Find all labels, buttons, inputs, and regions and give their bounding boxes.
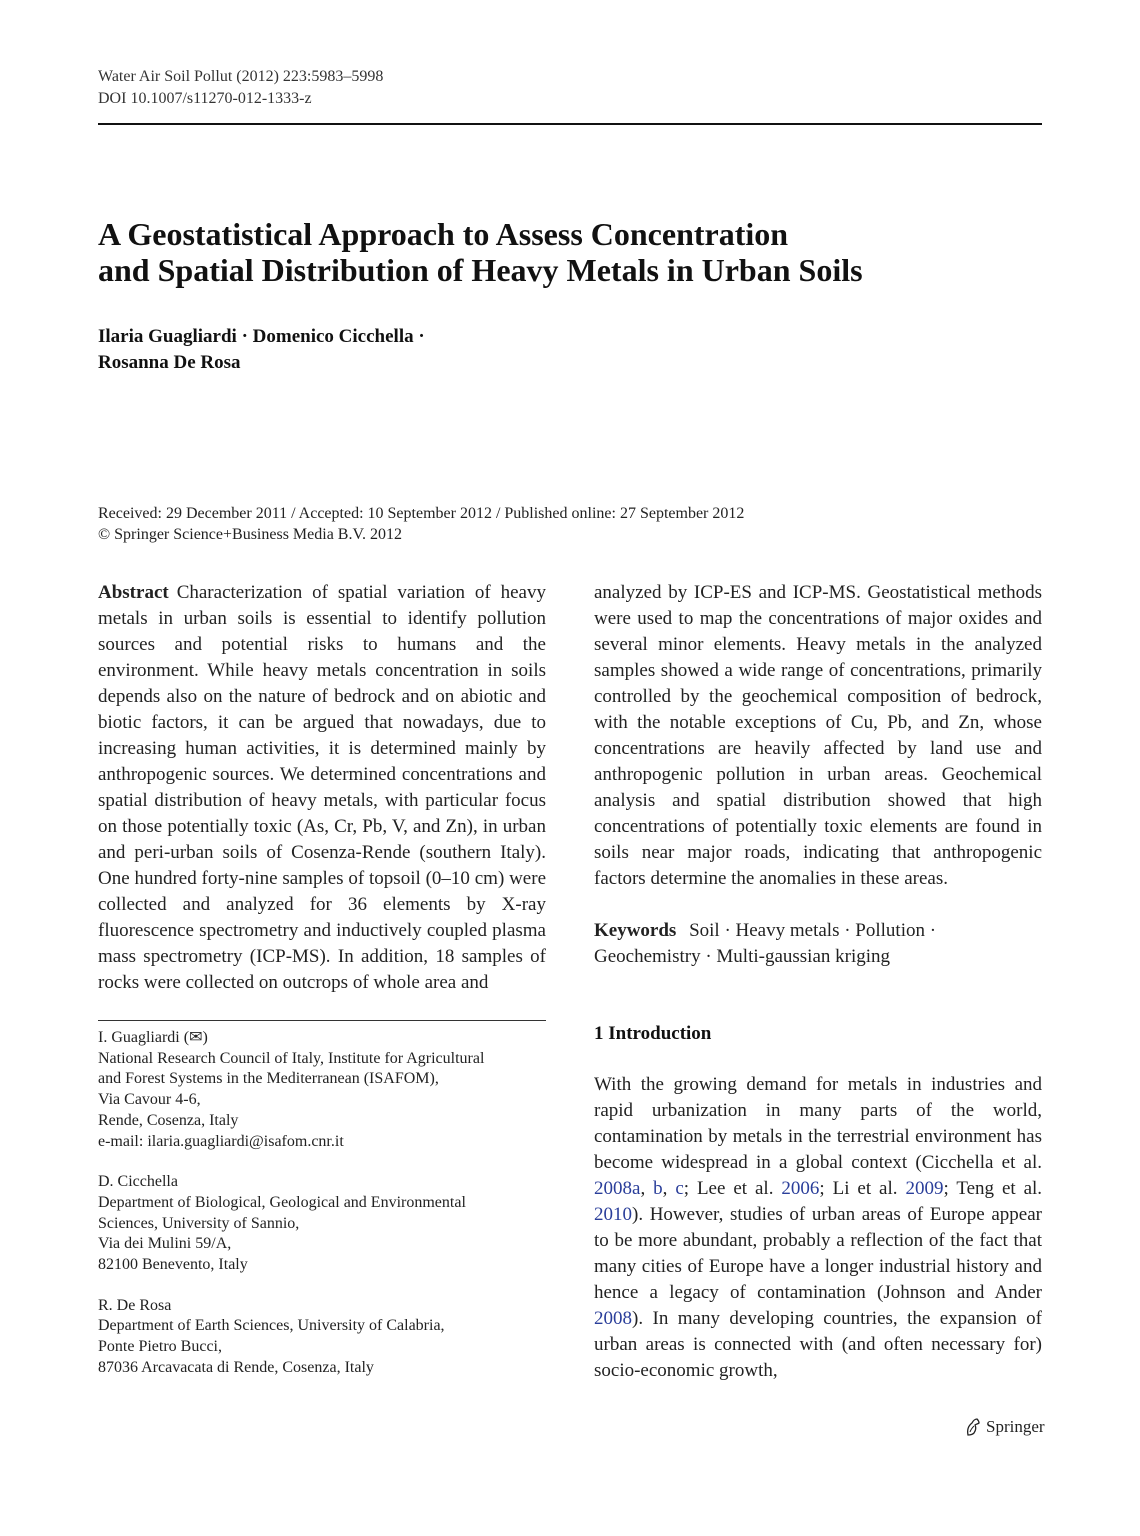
author-1: Ilaria Guagliardi <box>98 326 237 347</box>
section-heading: 1 Introduction <box>594 1023 712 1044</box>
keywords: Keywords Soil · Heavy metals · Pollution · Geochemistry · Multi-gaussian kriging <box>594 920 937 967</box>
abstract-right-column <box>594 580 1042 970</box>
affiliation-name: I. Guagliardi (✉) <box>98 1029 208 1046</box>
title-line-2: and Spatial Distribution of Heavy Metals in Urban Soils <box>98 252 863 288</box>
citation-link[interactable]: c <box>675 1178 684 1199</box>
journal-header <box>98 66 383 110</box>
affiliations <box>98 1028 546 1399</box>
abstract-label: Abstract <box>98 582 169 603</box>
affiliation-line: Department of Earth Sciences, University of Calabria, <box>98 1317 445 1335</box>
citation-link[interactable]: 2006 <box>781 1178 820 1199</box>
intro-text: ). In many developing countries, the expansion of urban areas is connected with (and often necessary for) socio-economic growth, <box>594 1308 1042 1381</box>
affiliation-line: National Research Council of Italy, Institute for Agricultural <box>98 1049 485 1067</box>
affiliation-3 <box>98 1296 546 1379</box>
author-separator: · <box>418 326 425 347</box>
affiliation-line: Ponte Pietro Bucci, <box>98 1338 222 1356</box>
affiliation-2 <box>98 1172 546 1276</box>
author-separator: · <box>241 326 248 347</box>
intro-text: With the growing demand for metals in industries and rapid urbanization in many parts of the world, contamination by metals in the terrestrial environment has become widespread in a global context (Cicchella et al. <box>594 1074 1042 1173</box>
keyword: Soil <box>689 920 720 941</box>
title-line-1: A Geostatistical Approach to Assess Concentration <box>98 216 789 252</box>
affiliation-name: R. De Rosa <box>98 1296 172 1314</box>
keywords-label: Keywords <box>594 920 677 941</box>
doi: DOI 10.1007/s11270-012-1333-z <box>98 90 312 107</box>
header-rule <box>98 123 1042 125</box>
keyword: Pollution <box>855 920 925 941</box>
citation-link[interactable]: 2008a <box>594 1178 641 1199</box>
author-3: Rosanna De Rosa <box>98 352 241 373</box>
publication-dates <box>98 503 744 545</box>
springer-horse-icon <box>964 1417 982 1437</box>
citation-link[interactable]: 2008 <box>594 1308 632 1329</box>
keyword: Multi-gaussian kriging <box>716 946 891 967</box>
affiliation-1 <box>98 1028 546 1152</box>
keyword: Heavy metals <box>735 920 840 941</box>
journal-citation: Water Air Soil Pollut (2012) 223:5983–5998 <box>98 68 384 85</box>
affiliation-line: Department of Biological, Geological and Environmental <box>98 1193 466 1211</box>
abstract-text-right: analyzed by ICP-ES and ICP-MS. Geostatistical methods were used to map the concentrations of major oxides and several minor elements. Heavy metals in the analyzed samples showed a wide range of concentrations, primarily controlled by the geochemical composition of bedrock, with the notable exceptions of Cu, Pb, and Zn, whose concentrations are heavily affected by land use and anthropogenic pollution in urban areas. Geochemical analysis and spatial distribution showed that high concentrations of potentially toxic elements are found in soils near major roads, indicating that anthropogenic factors determine the anomalies in these areas. <box>594 582 1042 889</box>
affiliation-rule <box>98 1020 546 1021</box>
affiliation-line: Via Cavour 4-6, <box>98 1091 201 1109</box>
abstract-left-column <box>98 580 546 996</box>
affiliation-line: 82100 Benevento, Italy <box>98 1256 248 1274</box>
keyword: Geochemistry <box>594 946 701 967</box>
dates-line: Received: 29 December 2011 / Accepted: 10 September 2012 / Published online: 27 September 2012 <box>98 505 745 522</box>
email-link[interactable]: e-mail: ilaria.guagliardi@isafom.cnr.it <box>98 1132 344 1150</box>
affiliation-line: Rende, Cosenza, Italy <box>98 1111 239 1129</box>
paper-title <box>98 216 998 288</box>
intro-text: ). However, studies of urban areas of Europe appear to be more abundant, probably a reflection of the fact that many cities of Europe have a longer industrial history and hence a legacy of contamination (Johnson and Ander <box>594 1204 1042 1303</box>
affiliation-line: 87036 Arcavacata di Rende, Cosenza, Italy <box>98 1358 374 1376</box>
affiliation-line: Via dei Mulini 59/A, <box>98 1235 232 1253</box>
citation-link[interactable]: 2010 <box>594 1204 632 1225</box>
citation-link[interactable]: b <box>653 1178 663 1199</box>
publisher-logo <box>964 1416 1045 1438</box>
intro-text: , <box>640 1178 646 1199</box>
affiliation-line: Sciences, University of Sannio, <box>98 1214 300 1232</box>
author-list <box>98 324 425 376</box>
affiliation-line: and Forest Systems in the Mediterranean (ISAFOM), <box>98 1070 439 1088</box>
author-2: Domenico Cicchella <box>252 326 414 347</box>
intro-text: ; Lee et al. <box>683 1178 774 1199</box>
publisher-name: Springer <box>986 1417 1045 1436</box>
intro-text: ; Teng et al. <box>943 1178 1043 1199</box>
intro-text: , <box>662 1178 668 1199</box>
affiliation-name: D. Cicchella <box>98 1173 178 1191</box>
abstract-text-left: Characterization of spatial variation of heavy metals in urban soils is essential to identify pollution sources and potential risks to humans and the environment. While heavy metals concentration in soils depends also on the nature of bedrock and on abiotic and biotic factors, it can be argued that nowadays, due to increasing human activities, it is determined mainly by anthropogenic sources. We determined concentrations and spatial distribution of heavy metals, with particular focus on those potentially toxic (As, Cr, Pb, V, and Zn), in urban and peri-urban soils of Cosenza-Rende (southern Italy). One hundred forty-nine samples of topsoil (0–10 cm) were collected and analyzed for 36 elements by X-ray fluorescence spectrometry and inductively coupled plasma mass spectrometry (ICP-MS). In addition, 18 samples of rocks were collected on outcrops of whole area and <box>98 582 546 993</box>
citation-link[interactable]: 2009 <box>905 1178 944 1199</box>
intro-text: ; Li et al. <box>819 1178 898 1199</box>
copyright-line: © Springer Science+Business Media B.V. 2012 <box>98 526 402 543</box>
introduction-text <box>594 1072 1042 1384</box>
